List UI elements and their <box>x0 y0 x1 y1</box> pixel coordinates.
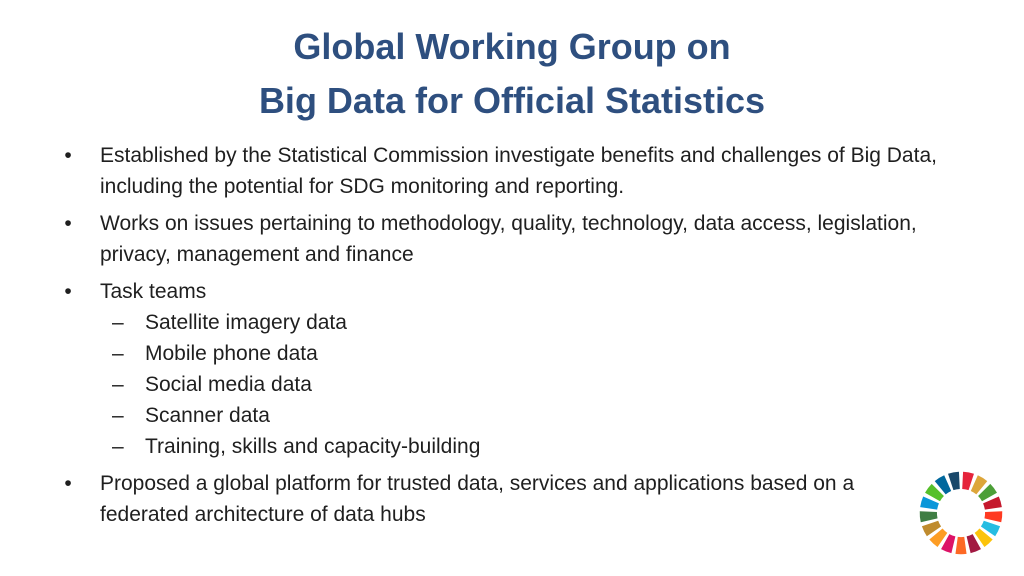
bullet-list <box>56 140 976 536</box>
bullet-text: Proposed a global platform for trusted data, services and applications based on a federated architecture of data hubs <box>100 472 855 526</box>
dash-marker: – <box>112 311 124 334</box>
sub-item-social <box>100 369 976 400</box>
sub-item-scanner <box>100 400 976 431</box>
bullet-item-works-on <box>56 208 976 270</box>
bullet-item-platform <box>56 468 976 530</box>
sdg-wheel-segment <box>984 511 1002 522</box>
task-team-list <box>100 307 976 462</box>
dash-marker: – <box>112 404 124 427</box>
slide-title <box>0 20 1024 128</box>
sub-item-training <box>100 431 976 462</box>
sub-item-mobile <box>100 338 976 369</box>
dash-marker: – <box>112 373 124 396</box>
dash-marker: – <box>112 435 124 458</box>
sdg-wheel-icon <box>918 470 1004 556</box>
bullet-item-task-teams <box>56 276 976 462</box>
bullet-text: Task teams <box>100 280 207 303</box>
sub-item-text: Scanner data <box>145 404 270 427</box>
dash-marker: – <box>112 342 124 365</box>
sdg-wheel-segment <box>962 472 974 490</box>
sub-item-text: Mobile phone data <box>145 342 318 365</box>
bullet-text: Established by the Statistical Commission investigate benefits and challenges of Big Data, including the potential for SDG monitoring and reporting. <box>100 144 937 198</box>
title-line-2: Big Data for Official Statistics <box>258 80 766 121</box>
bullet-marker: • <box>64 144 72 167</box>
bullet-text: Works on issues pertaining to methodology, quality, technology, data access, legislation, privacy, management and finance <box>100 212 917 266</box>
sdg-wheel-segment <box>955 537 966 554</box>
bullet-marker: • <box>64 212 72 235</box>
bullet-item-established <box>56 140 976 202</box>
sub-item-text: Training, skills and capacity-building <box>145 435 481 458</box>
sdg-wheel-segment <box>948 472 960 490</box>
sdg-wheel-segment <box>920 511 938 522</box>
sub-item-satellite <box>100 307 976 338</box>
bullet-marker: • <box>64 280 72 303</box>
sub-item-text: Satellite imagery data <box>145 311 347 334</box>
title-line-1: Global Working Group on <box>293 26 731 67</box>
bullet-marker: • <box>64 472 72 495</box>
sub-item-text: Social media data <box>145 373 312 396</box>
